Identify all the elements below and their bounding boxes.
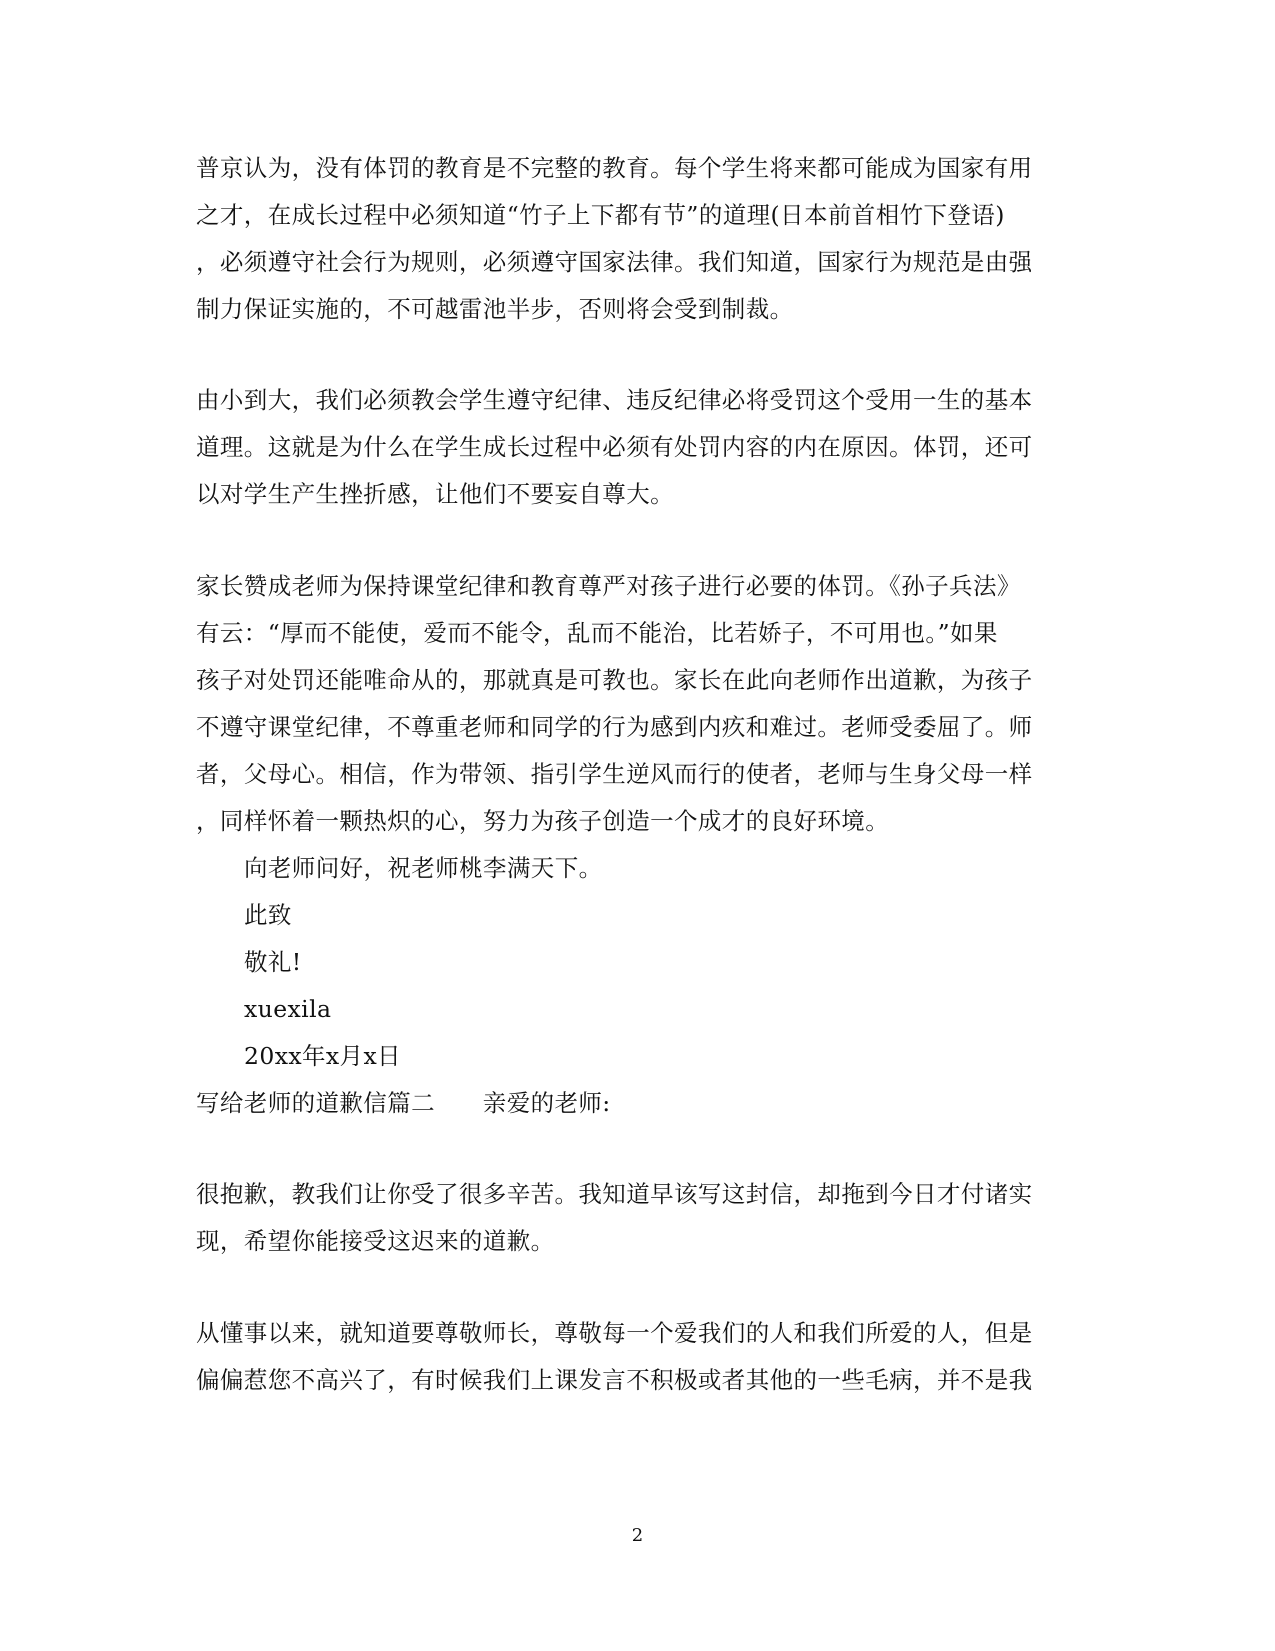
body-text-line: 孩子对处罚还能唯命从的，那就真是可教也。家长在此向老师作出道歉，为孩子: [196, 666, 1033, 694]
body-text-line: ，必须遵守社会行为规则，必须遵守国家法律。我们知道，国家行为规范是由强: [196, 248, 1033, 276]
body-text-line: 由小到大，我们必须教会学生遵守纪律、违反纪律必将受罚这个受用一生的基本: [196, 386, 1033, 414]
body-text-line: 从懂事以来，就知道要尊敬师长，尊敬每一个爱我们的人和我们所爱的人，但是: [196, 1319, 1033, 1347]
body-text-line: 很抱歉，教我们让你受了很多辛苦。我知道早该写这封信，却拖到今日才付诸实: [196, 1180, 1033, 1208]
closing-regards: 敬礼!: [244, 948, 302, 976]
body-text-line: 制力保证实施的，不可越雷池半步，否则将会受到制裁。: [196, 295, 794, 323]
date-line: 20xx年x月x日: [244, 1042, 402, 1070]
body-text-line: 以对学生产生挫折感，让他们不要妄自尊大。: [196, 480, 674, 508]
body-text-line: 家长赞成老师为保持课堂纪律和教育尊严对孩子进行必要的体罚。《孙子兵法》: [196, 572, 1021, 600]
page-number: 2: [631, 1525, 644, 1546]
body-text-line: 有云：“厚而不能使，爱而不能令，乱而不能治，比若娇子，不可用也。”如果: [196, 619, 998, 647]
body-text-line: 道理。这就是为什么在学生成长过程中必须有处罚内容的内在原因。体罚，还可: [196, 433, 1033, 461]
body-text-line: ，同样怀着一颗热炽的心，努力为孩子创造一个成才的良好环境。: [196, 807, 890, 835]
closing-salutation: 此致: [244, 901, 292, 929]
body-text-line: 普京认为，没有体罚的教育是不完整的教育。每个学生将来都可能成为国家有用: [196, 154, 1033, 182]
body-text-line: 现，希望你能接受这迟来的道歉。: [196, 1227, 555, 1255]
body-text-line: 偏偏惹您不高兴了，有时候我们上课发言不积极或者其他的一些毛病，并不是我: [196, 1366, 1033, 1394]
body-text-line: 者，父母心。相信，作为带领、指引学生逆风而行的使者，老师与生身父母一样: [196, 760, 1033, 788]
signature: xuexila: [244, 995, 332, 1023]
section-heading: 写给老师的道歉信篇二 亲爱的老师:: [196, 1089, 611, 1117]
body-text-line: 之才，在成长过程中必须知道“竹子上下都有节”的道理(日本前首相竹下登语): [196, 201, 1005, 229]
closing-greeting: 向老师问好，祝老师桃李满天下。: [244, 854, 603, 882]
body-text-line: 不遵守课堂纪律，不尊重老师和同学的行为感到内疚和难过。老师受委屈了。师: [196, 713, 1033, 741]
